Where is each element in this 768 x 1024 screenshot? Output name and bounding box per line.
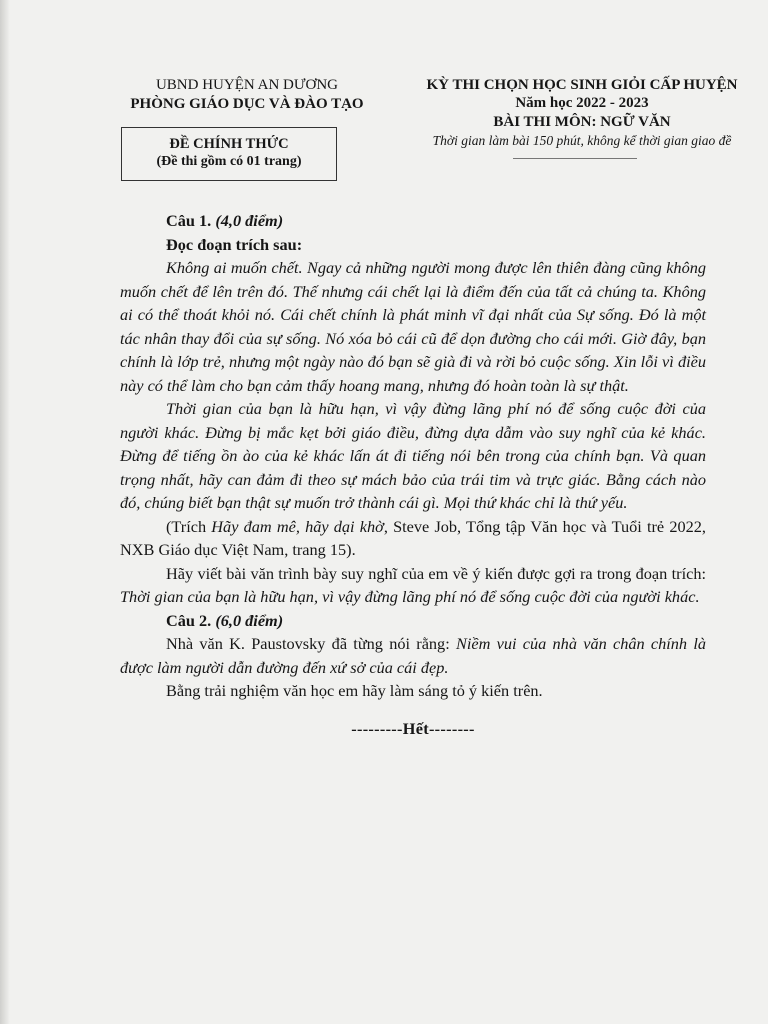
exam-duration: Thời gian làm bài 150 phút, không kể thời gian giao đề <box>432 133 732 148</box>
header-underline <box>513 158 637 159</box>
question-1-task <box>120 562 706 609</box>
question-2-task: Bằng trải nghiệm văn học em hãy làm sáng tỏ ý kiến trên. <box>166 681 543 700</box>
statement-quote: Niềm vui của nhà văn chân chính là được làm người dẫn đường đến xứ sở của cái đẹp. <box>120 634 706 677</box>
header-exam-info <box>396 76 768 149</box>
question-2-heading <box>120 609 706 633</box>
statement-prefix: Nhà văn K. Paustovsky đã từng nói rằng: <box>166 634 456 653</box>
question-1-points: (4,0 điểm) <box>215 211 284 230</box>
end-marker: ---------Hết-------- <box>351 718 475 738</box>
question-1-heading <box>120 209 706 233</box>
question-2-statement <box>120 632 706 679</box>
question-2-label: Câu 2. <box>166 610 212 630</box>
task-1-quote: Thời gian của bạn là hữu hạn, vì vậy đừng lãng phí nó để sống cuộc đời của người khác. <box>120 587 700 606</box>
source-prefix: (Trích <box>166 516 212 536</box>
question-2-points: (6,0 điểm) <box>215 610 284 630</box>
official-box <box>121 127 337 181</box>
question-1-instruction: Đọc đoạn trích sau: <box>166 234 303 254</box>
question-1-label: Câu 1. <box>166 211 212 230</box>
school-year: Năm học 2022 - 2023 <box>515 95 649 111</box>
scan-edge <box>0 0 10 1024</box>
org-line-1: UBND HUYỆN AN DƯƠNG <box>155 77 339 93</box>
exam-title: KỲ THI CHỌN HỌC SINH GIỎI CẤP HUYỆN <box>426 77 738 93</box>
excerpt-source <box>120 515 706 562</box>
exam-subject: BÀI THI MÔN: NGỮ VĂN <box>493 114 671 130</box>
official-label: ĐỀ CHÍNH THỨC <box>169 136 289 152</box>
source-suffix: , Steve Job, Tổng tập Văn học và Tuổi trẻ 2022, NXB Giáo dục Việt Nam, trang 15). <box>120 516 706 559</box>
excerpt-paragraph-1: Không ai muốn chết. Ngay cả những người mong được lên thiên đàng cũng không muốn chết để lên trên đó. Thế nhưng cái chết lại là điểm đến của tất cả chúng ta. Không ai có thể thoát khỏi nó. Cái chết chính là phát minh vĩ đại nhất của Sự sống. Đó là một tác nhân thay đổi của sự sống. Nó xóa bỏ cái cũ để dọn đường cho cái mới. Giờ đây, bạn chính là lớp trẻ, nhưng một ngày nào đó bạn sẽ già đi và rời bỏ cuộc sống. Xin lỗi vì điều này có thể làm cho bạn cảm thấy hoang mang, nhưng đó hoàn toàn là sự thật. <box>120 258 706 395</box>
task-1-prefix: Hãy viết bài văn trình bày suy nghĩ của em về ý kiến được gợi ra trong đoạn trích: <box>166 563 706 583</box>
exam-content <box>120 209 706 740</box>
excerpt-paragraph-2: Thời gian của bạn là hữu hạn, vì vậy đừng lãng phí nó để sống cuộc đời của người khác. Đừng bị mắc kẹt bởi giáo điều, đừng dựa dẫm vào suy nghĩ của kẻ khác. Đừng để tiếng ồn ào của kẻ khác lấn át đi tiếng nói bên trong của chính bạn. Và quan trọng nhất, hãy can đảm đi theo sự mách bảo của trái tim và trực giác. Bằng cách nào đó, chúng biết bạn thật sự muốn trở thành cái gì. Mọi thứ khác chỉ là thứ yếu. <box>120 399 706 512</box>
page-count-note: (Đề thi gồm có 01 trang) <box>156 154 302 169</box>
org-line-2: PHÒNG GIÁO DỤC VÀ ĐÀO TẠO <box>130 96 364 112</box>
source-title: Hãy đam mê, hãy dại khờ <box>211 516 384 536</box>
header-organization <box>112 76 382 114</box>
